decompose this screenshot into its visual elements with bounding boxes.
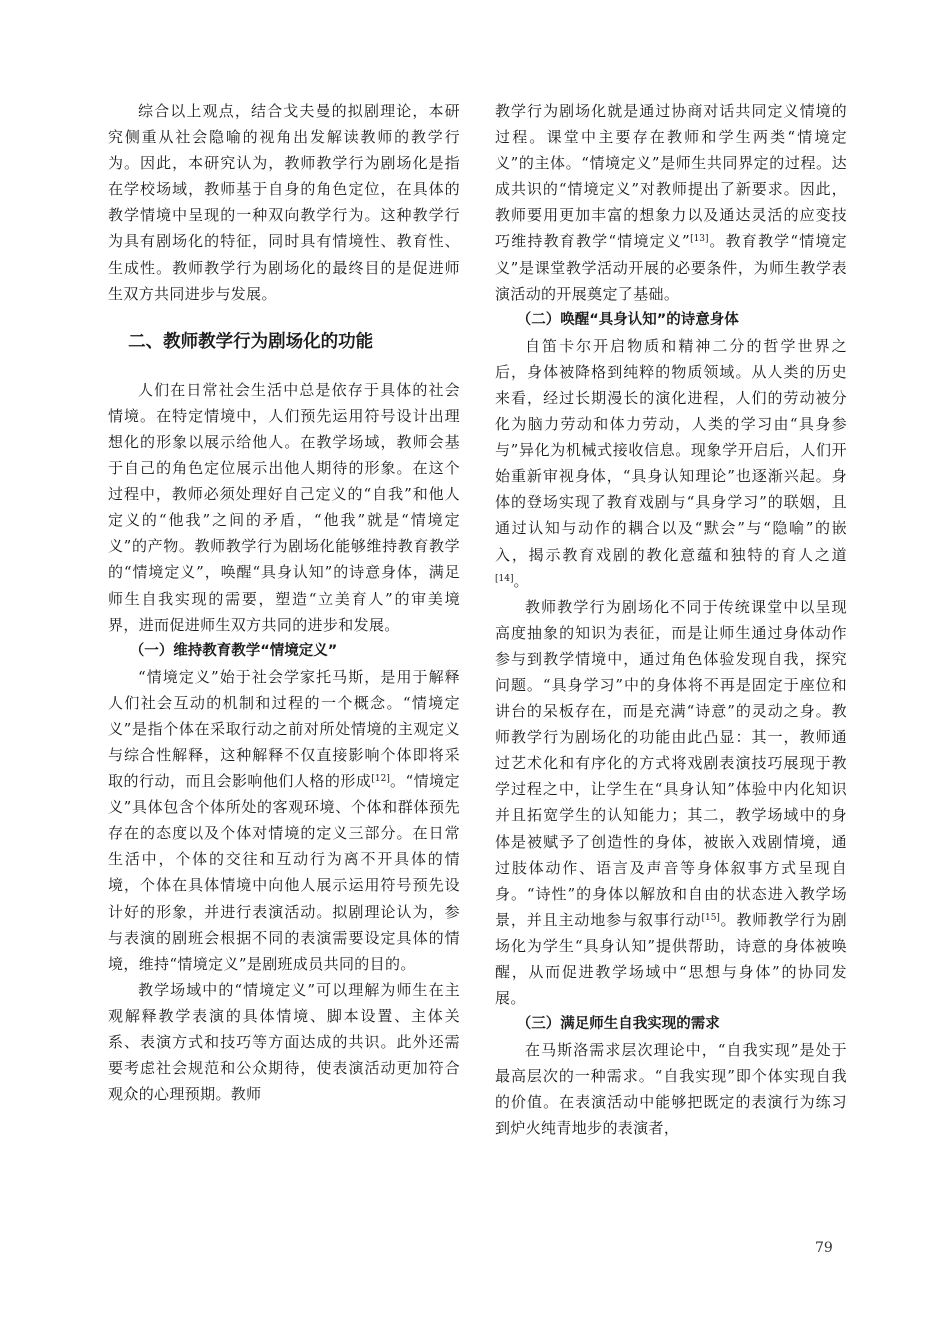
section-heading: 二、教师教学行为剧场化的功能 (128, 331, 374, 352)
subsection-heading: （二）唤醒“具身认知”的诗意身体 (516, 311, 739, 328)
paragraph (495, 98, 847, 307)
citation-ref: [12] (371, 774, 390, 785)
paragraph (495, 594, 847, 1012)
citation-ref: [15] (701, 912, 720, 923)
citation-ref: [14] (495, 573, 514, 584)
left-column (108, 98, 460, 1107)
paragraph-text: 教师教学行为剧场化不同于传统课堂中以呈现高度抽象的知识为表征，而是让师生通过身体动作参与到教学情境中，通过角色体验发现自我，探究问题。“具身学习”中的身体将不再是固定于座位和讲台的呆板存在，而是充满“诗意”的灵动之身。教师教学行为剧场化的功能由此凸显：其一，教师通过艺术化和有序化的方式将戏剧表演技巧展现于教学过程之中，让学生在“具身认知”体验中内化知识并且拓宽学生的认知能力；其二，教学场域中的身体是被赋予了创造性的身体，被嵌入戏剧情境，通过肢体动作、语言及声音等身体叙事方式呈现自身。“诗性”的身体以解放和自由的状态进入教学场景，并且主动地参与叙事行动 (495, 597, 847, 929)
paragraph: 教学场域中的“情境定义”可以理解为师生在主观解释教学表演的具体情境、脚本设置、主体关系、表演方式和技巧等方面达成的共识。此外还需要考虑社会规范和公众期待，使表演活动更加符合观众的心理预期。教师 (108, 980, 460, 1104)
paragraph (108, 664, 460, 977)
paragraph-text: 教学行为剧场化就是通过协商对话共同定义情境的过程。课堂中主要存在教师和学生两类“情境定义”的主体。“情境定义”是师生共同界定的过程。达成共识的“情境定义”对教师提出了新要求。因此，教师要用更加丰富的想象力以及通达灵活的应变技巧维持教育教学“情境定义” (495, 102, 847, 251)
paragraph-text: “情境定义”始于社会学家托马斯，是用于解释人们社会互动的机制和过程的一个概念。“情境定义”是指个体在采取行动之前对所处情境的主观定义与综合性解释，这种解释不仅直接影响个体即将采取的行动，而且会影响他们人格的形成 (108, 667, 460, 791)
right-column (495, 98, 847, 1142)
paragraph: 在马斯洛需求层次理论中，“自我实现”是处于最高层次的一种需求。“自我实现”即个体实现自我的价值。在表演活动中能够把既定的表演行为练习到炉火纯青地步的表演者， (495, 1041, 847, 1138)
paragraph-text: 。教师教学行为剧场化为学生“具身认知”提供帮助，诗意的身体被唤醒，从而促进教学场域中“思想与身体”的协同发展。 (495, 910, 847, 1008)
citation-ref: [13] (690, 234, 709, 245)
subsection-heading: （三）满足师生自我实现的需求 (516, 1016, 720, 1033)
paragraph-text: 。“情境定义”具体包含个体所处的客观环境、个体和群体预先存在的态度以及个体对情境的定义三部分。在日常生活中，个体的交往和互动行为离不开具体的情境，个体在具体情境中向他人展示运用符号预先设计好的形象，并进行表演活动。拟剧理论认为，参与表演的剧班会根据不同的表演需要设定具体的情境，维持“情境定义”是剧班成员共同的目的。 (108, 772, 461, 973)
paragraph-text: 。教育教学“情境定义”是课堂教学活动开展的必要条件，为师生教学表演活动的开展奠定了基础。 (495, 232, 847, 303)
page-number: 79 (815, 1240, 833, 1256)
paragraph (495, 333, 847, 594)
paragraph: 人们在日常社会生活中总是依存于具体的社会情境。在特定情境中，人们预先运用符号设计出理想化的形象以展示给他人。在教学场域，教师会基于自己的角色定位展示出他人期待的形象。在这个过程中，教师必须处理好自己定义的“自我”和他人定义的“他我”之间的矛盾，“他我”就是“情境定义”的产物。教师教学行为剧场化能够维持教育教学的“情境定义”，唤醒“具身认知”的诗意身体，满足师生自我实现的需要，塑造“立美育人”的审美境界，进而促进师生双方共同的进步和发展。 (108, 380, 460, 634)
paragraph-text: 自笛卡尔开启物质和精神二分的哲学世界之后，身体被降格到纯粹的物质领域。从人类的历史来看，经过长期漫长的演化进程，人们的劳动被分化为脑力劳动和体力劳动，人类的学习由“具身参与”异化为机械式接收信息。现象学开启后，人们开始重新审视身体，“具身认知理论”也逐渐兴起。身体的登场实现了教育戏剧与“具身学习”的联姻，且通过认知与动作的耦合以及“默会”与“隐喻”的嵌入，揭示教育戏剧的教化意蕴和独特的育人之道 (495, 336, 847, 564)
subsection-heading: （一）维持教育教学“情境定义” (129, 642, 338, 659)
paragraph-text: 。 (513, 571, 529, 590)
paragraph: 综合以上观点，结合戈夫曼的拟剧理论，本研究侧重从社会隐喻的视角出发解读教师的教学行为。因此，本研究认为，教师教学行为剧场化是指在学校场域，教师基于自身的角色定位，在具体的教学情境中呈现的一种双向教学行为。这种教学行为具有剧场化的特征，同时具有情境性、教育性、生成性。教师教学行为剧场化的最终目的是促进师生双方共同进步与发展。 (108, 102, 460, 303)
